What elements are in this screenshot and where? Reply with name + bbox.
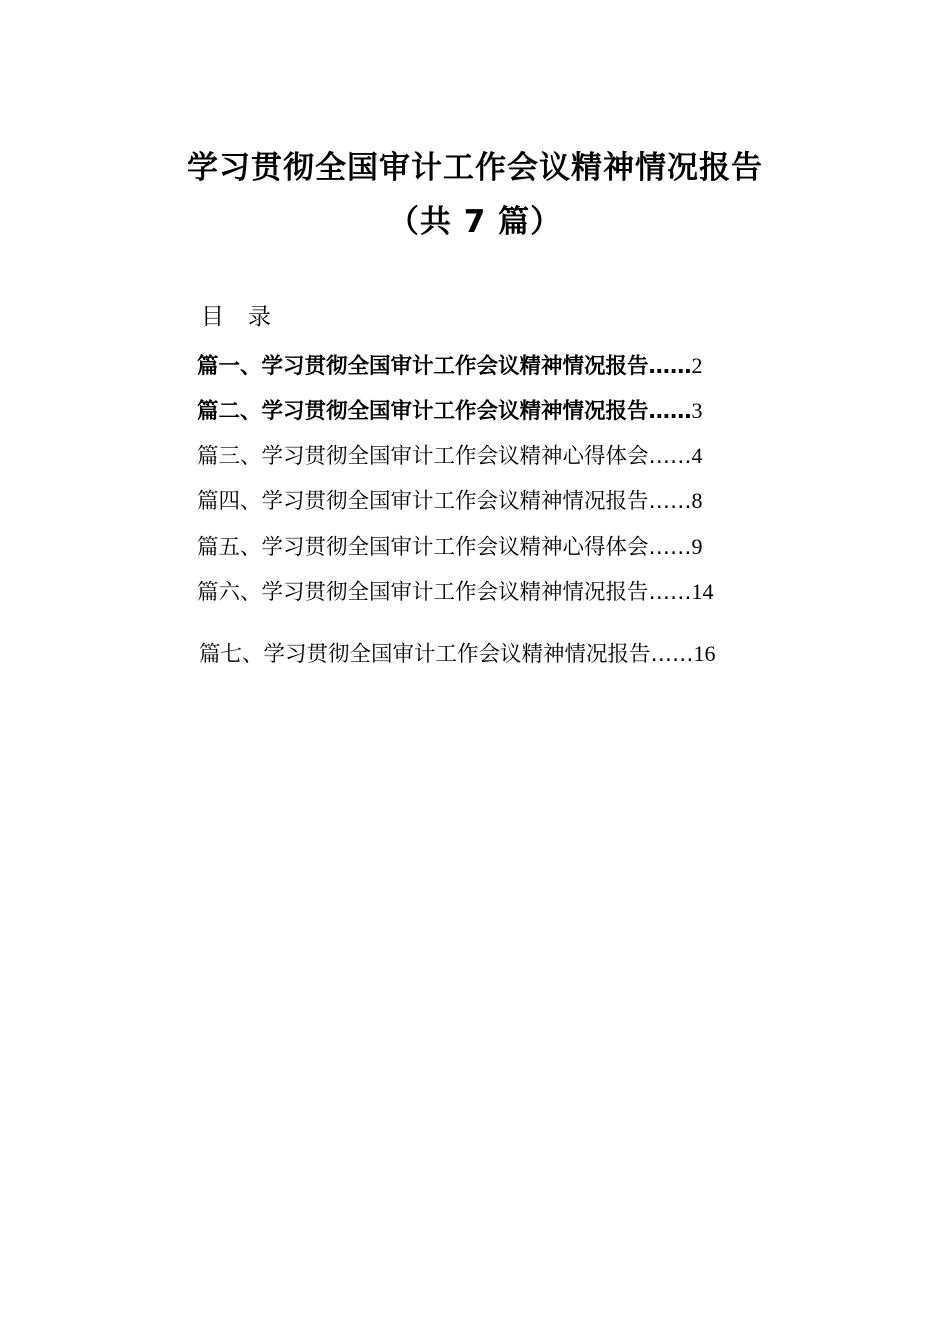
toc-item-page: 2 [691, 353, 703, 378]
document-title: 学习贯彻全国审计工作会议精神情况报告 [187, 150, 763, 186]
toc-heading: 目录 [201, 304, 295, 330]
toc-item-text: 篇二、学习贯彻全国审计工作会议精神情况报告…… [197, 399, 692, 424]
toc-item-text: 篇五、学习贯彻全国审计工作会议精神心得体会…… [197, 535, 692, 560]
toc-item-3[interactable] [197, 439, 703, 474]
toc-item-text: 篇六、学习贯彻全国审计工作会议精神情况报告…… [197, 580, 692, 605]
toc-item-text: 篇三、学习贯彻全国审计工作会议精神心得体会…… [197, 444, 692, 469]
document-subtitle: （共 7 篇） [387, 204, 563, 240]
toc-item-2[interactable] [197, 394, 703, 429]
toc-item-text: 篇四、学习贯彻全国审计工作会议精神情况报告…… [197, 489, 692, 514]
toc-item-text: 篇七、学习贯彻全国审计工作会议精神情况报告…… [199, 642, 694, 667]
toc-item-text: 篇一、学习贯彻全国审计工作会议精神情况报告…… [197, 354, 692, 379]
toc-item-4[interactable] [197, 484, 703, 519]
toc-item-page: 9 [691, 534, 703, 559]
toc-item-6[interactable] [197, 575, 714, 610]
toc-item-page: 8 [691, 488, 703, 513]
toc-item-7[interactable] [199, 637, 716, 672]
toc-item-5[interactable] [197, 530, 703, 565]
toc-item-page: 4 [691, 443, 703, 468]
toc-item-page: 14 [691, 579, 714, 604]
toc-item-1[interactable] [197, 349, 703, 384]
toc-item-page: 16 [693, 641, 716, 666]
toc-item-page: 3 [691, 398, 703, 423]
